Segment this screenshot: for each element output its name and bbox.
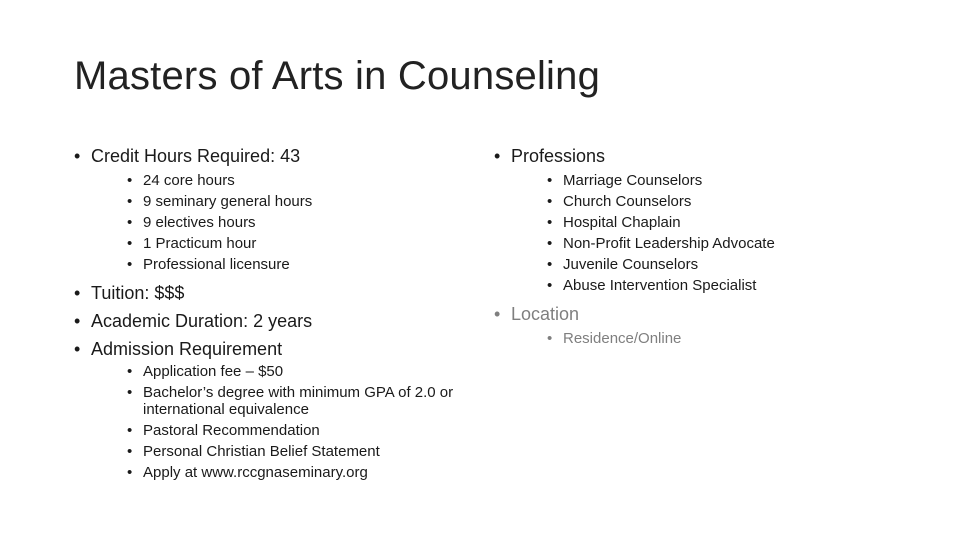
- professions-list: [547, 170, 934, 296]
- right-bullets: [494, 142, 934, 349]
- location-list: [547, 328, 934, 349]
- list-item: • 1 Practicum hour: [127, 233, 474, 254]
- credit-hours-label: Credit Hours Required: 43: [91, 146, 301, 166]
- list-item: • Bachelor’s degree with minimum GPA of 2.0 or international equivalence: [127, 384, 474, 418]
- list-item: • 9 seminary general hours: [127, 191, 474, 212]
- list-item: • Application fee – $50: [127, 363, 474, 380]
- left-bullets: [74, 142, 474, 481]
- duration-item: • Academic Duration: 2 years: [74, 307, 474, 335]
- list-item: • Apply at www.rccgnaseminary.org: [127, 464, 474, 481]
- list-item: • Pastoral Recommendation: [127, 422, 474, 439]
- right-column: [494, 142, 934, 349]
- location-item: [494, 300, 934, 349]
- list-item: • Abuse Intervention Specialist: [547, 275, 934, 296]
- admission-label: Admission Requirement: [91, 339, 283, 359]
- list-item: • Marriage Counselors: [547, 170, 934, 191]
- tuition-item: • Tuition: $$$: [74, 279, 474, 307]
- professions-item: [494, 142, 934, 296]
- list-item: • 9 electives hours: [127, 212, 474, 233]
- credit-hours-item: [74, 142, 474, 275]
- list-item: • Juvenile Counselors: [547, 254, 934, 275]
- list-item: • Residence/Online: [547, 328, 934, 349]
- slide-title: Masters of Arts in Counseling: [74, 54, 601, 98]
- list-item: • Personal Christian Belief Statement: [127, 443, 474, 460]
- admission-list: [127, 363, 474, 481]
- left-column: [74, 142, 474, 485]
- credit-hours-list: [127, 170, 474, 275]
- professions-label: Professions: [511, 146, 606, 166]
- list-item: • Non-Profit Leadership Advocate: [547, 233, 934, 254]
- list-item: • Church Counselors: [547, 191, 934, 212]
- admission-item: [74, 335, 474, 481]
- list-item: • Hospital Chaplain: [547, 212, 934, 233]
- location-label: Location: [511, 304, 580, 324]
- list-item: • Professional licensure: [127, 254, 474, 275]
- list-item: • 24 core hours: [127, 170, 474, 191]
